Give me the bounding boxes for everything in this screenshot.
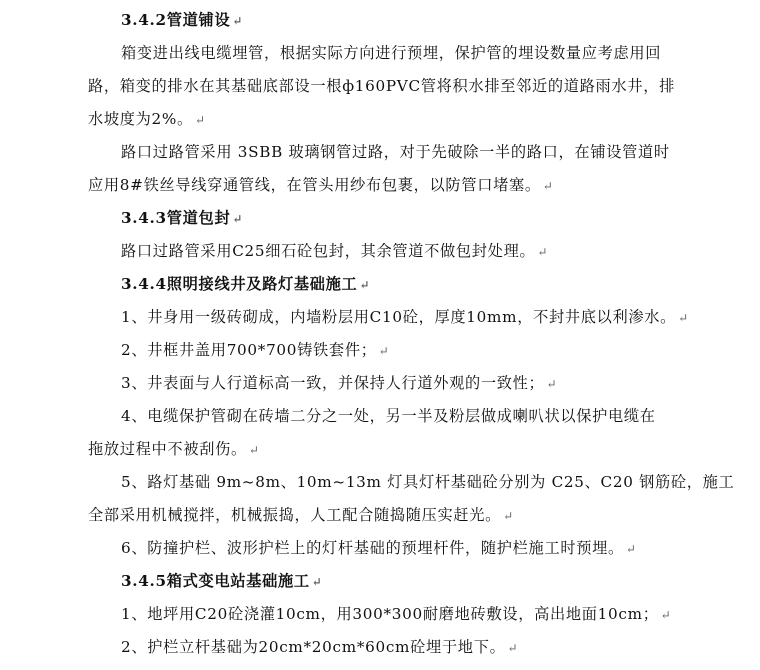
paragraph-mark-icon: ↵: [542, 179, 554, 193]
paragraph-mark-icon: ↵: [537, 245, 549, 259]
paragraph-mark-icon: ↵: [311, 575, 323, 589]
paragraph-mark-icon: ↵: [359, 278, 371, 292]
paragraph-mark-icon: ↵: [232, 14, 244, 28]
paragraph-mark-icon: ↵: [507, 641, 519, 655]
line-text: 水坡度为2%。: [88, 110, 193, 128]
paragraph-line: [0, 174, 760, 197]
paragraph-line: [0, 75, 760, 97]
line-text: 应用8#铁丝导线穿通管线，在管头用纱布包裹，以防管口堵塞。: [88, 176, 541, 194]
paragraph-mark-icon: ↵: [378, 344, 390, 358]
heading-3-4-5: [0, 570, 760, 593]
paragraph-line: [0, 141, 760, 163]
paragraph-line: [0, 42, 760, 64]
paragraph-line: [0, 504, 760, 527]
heading-text: 3.4.5箱式变电站基础施工: [121, 572, 310, 590]
line-text: 拖放过程中不被刮伤。: [88, 440, 247, 458]
line-text: 2、井框井盖用700*700铸铁套件；: [121, 341, 377, 359]
line-text: 2、护栏立杆基础为20cm*20cm*60cm砼埋于地下。: [121, 638, 506, 656]
heading-3-4-4: [0, 273, 760, 296]
paragraph-mark-icon: ↵: [678, 311, 689, 325]
heading-text: 3.4.4照明接线井及路灯基础施工: [121, 275, 358, 293]
paragraph-mark-icon: ↵: [625, 542, 637, 556]
paragraph-mark-icon: ↵: [248, 443, 260, 457]
paragraph-line: [0, 537, 760, 560]
line-text: 路，箱变的排水在其基础底部设一根ф160PVC管将积水排至邻近的道路雨水井，排: [88, 77, 675, 95]
paragraph-line: [0, 339, 760, 362]
paragraph-mark-icon: ↵: [503, 509, 514, 523]
line-text: 5、路灯基础 9m~8m、10m~13m 灯具灯杆基础砼分别为 C25、C20 钢筋砼，施工: [121, 473, 735, 491]
line-text: 3、井表面与人行道标高一致，并保持人行道外观的一致性；: [121, 374, 545, 392]
heading-3-4-2: [0, 9, 760, 32]
line-text: 4、电缆保护管砌在砖墙二分之一处，另一半及粉层做成喇叭状以保护电缆在: [121, 407, 656, 425]
paragraph-mark-icon: ↵: [232, 212, 244, 226]
paragraph-mark-icon: ↵: [546, 377, 558, 391]
line-text: 6、防撞护栏、波形护栏上的灯杆基础的预埋杆件，随护栏施工时预埋。: [121, 539, 624, 557]
paragraph-line: [0, 636, 760, 659]
heading-3-4-3: [0, 207, 760, 230]
heading-text: 3.4.3管道包封: [121, 209, 231, 227]
line-text: 路口过路管采用 3SBB 玻璃钢管过路，对于先破除一半的路口，在铺设管道时: [121, 143, 670, 161]
paragraph-line: [0, 438, 760, 461]
paragraph-line: [0, 471, 760, 493]
paragraph-line: [0, 240, 760, 263]
paragraph-mark-icon: ↵: [194, 113, 206, 127]
heading-text: 3.4.2管道铺设: [121, 11, 231, 29]
paragraph-mark-icon: ↵: [660, 608, 672, 622]
paragraph-line: [0, 603, 760, 626]
paragraph-line: [0, 405, 760, 427]
paragraph-line: [0, 306, 760, 329]
line-text: 1、井身用一级砖砌成，内墙粉层用C10砼，厚度10mm，不封井底以利渗水。: [121, 308, 677, 326]
line-text: 全部采用机械搅拌，机械振捣，人工配合随捣随压实赶光。: [88, 506, 502, 524]
line-text: 路口过路管采用C25细石砼包封，其余管道不做包封处理。: [121, 242, 536, 260]
paragraph-line: [0, 108, 760, 131]
line-text: 箱变进出线电缆埋管，根据实际方向进行预埋，保护管的埋设数量应考虑用回: [121, 44, 662, 62]
paragraph-line: [0, 372, 760, 395]
line-text: 1、地坪用C20砼浇灌10cm，用300*300耐磨地砖敷设，高出地面10cm；: [121, 605, 659, 623]
